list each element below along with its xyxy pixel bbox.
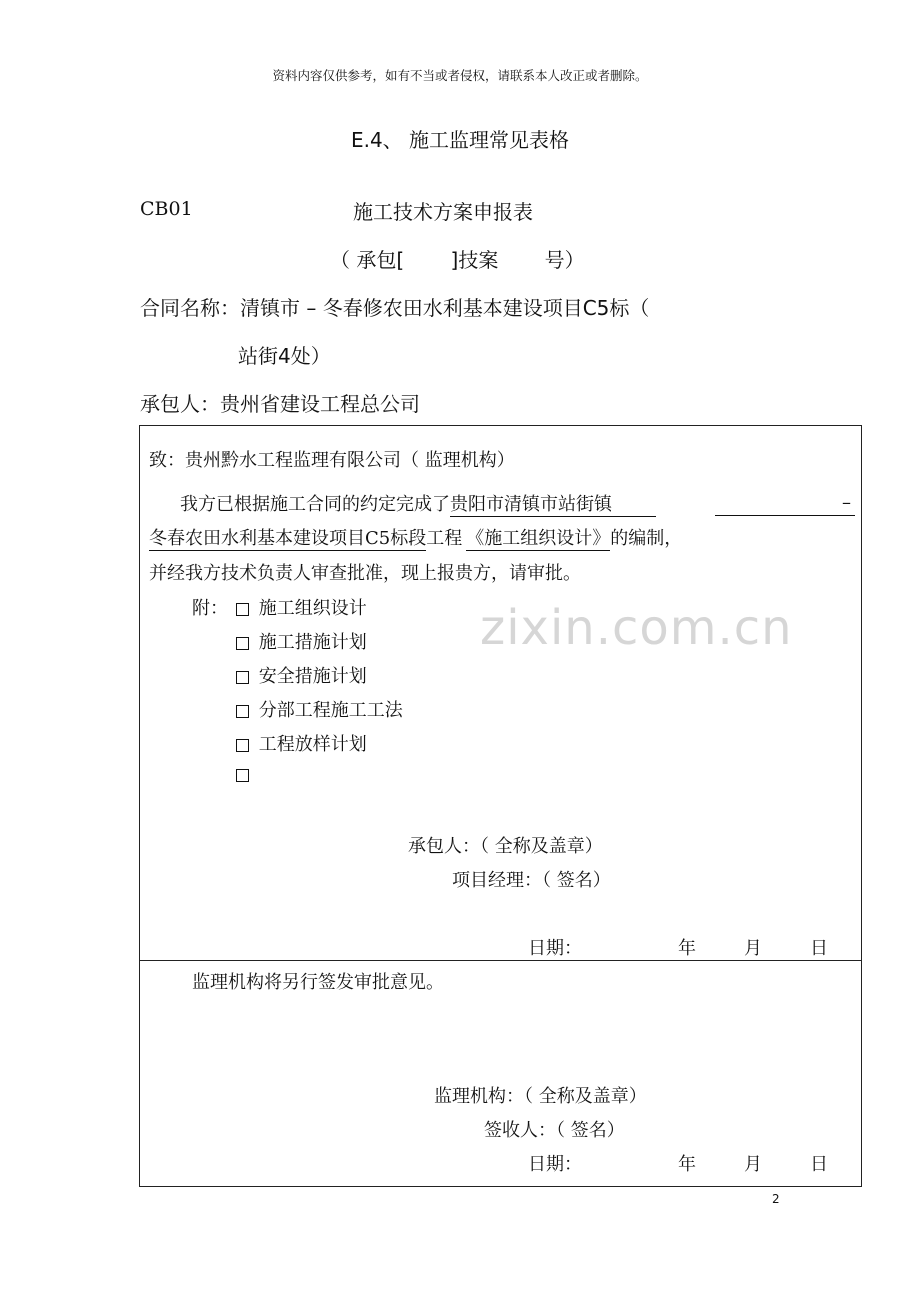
body-line1 bbox=[180, 490, 656, 517]
date-month: 月 bbox=[744, 938, 762, 959]
body-doc: 《施工组织设计》 bbox=[466, 528, 611, 549]
header-notice: 资料内容仅供参考，如有不当或者侵权，请联系本人改正或者删除。 bbox=[272, 68, 648, 83]
attachment-checkbox[interactable] bbox=[236, 637, 249, 650]
contract-name-line1: 合同名称：清镇市 – 冬春修农田水利基本建设项目C5标（ bbox=[140, 296, 650, 320]
attachment-item: 施工措施计划 bbox=[236, 628, 367, 654]
contractor-sign: 承包人：（ 全称及盖章） bbox=[408, 836, 603, 857]
page-number: 2 bbox=[772, 1192, 780, 1206]
attachment-item: 施工组织设计 bbox=[236, 594, 367, 620]
supervisor-note: 监理机构将另行签发审批意见。 bbox=[192, 972, 444, 993]
body-mid: 工程 bbox=[426, 528, 463, 549]
attachment-item bbox=[236, 764, 253, 785]
form-title: 施工技术方案申报表 bbox=[353, 200, 533, 224]
body-line2 bbox=[149, 524, 682, 551]
manager-sign: 项目经理：（ 签名） bbox=[452, 870, 611, 891]
attachment-item: 工程放样计划 bbox=[236, 730, 367, 756]
body-pre: 我方已根据施工合同的约定完成了 bbox=[180, 494, 450, 515]
attachment-checkbox[interactable] bbox=[236, 671, 249, 684]
date-month: 月 bbox=[744, 1154, 762, 1175]
form-box bbox=[139, 425, 862, 1187]
body-project-part2: 冬春农田水利基本建设项目C5标段 bbox=[149, 528, 427, 549]
date-day: 日 bbox=[810, 938, 828, 959]
attach-label: 附： bbox=[192, 598, 228, 619]
attachment-checkbox[interactable] bbox=[236, 705, 249, 718]
to-line: 致：贵州黔水工程监理有限公司（ 监理机构） bbox=[149, 450, 515, 471]
date-label: 日期： bbox=[528, 1154, 582, 1175]
date-day: 日 bbox=[810, 1154, 828, 1175]
date-year: 年 bbox=[678, 938, 696, 959]
date-label: 日期： bbox=[528, 938, 582, 959]
attachment-item: 分部工程施工工法 bbox=[236, 696, 403, 722]
date-year: 年 bbox=[678, 1154, 696, 1175]
body-post: 的编制， bbox=[610, 528, 683, 549]
supervisor-sign: 监理机构：（ 全称及盖章） bbox=[434, 1086, 647, 1107]
attachment-checkbox[interactable] bbox=[236, 603, 249, 616]
form-number-line: （ 承包[ ]技案 号） bbox=[330, 248, 585, 272]
watermark: zixin.com.cn bbox=[480, 600, 793, 656]
form-divider bbox=[140, 960, 861, 961]
contract-name-line2: 站街4处） bbox=[238, 344, 331, 368]
receiver-sign: 签收人：（ 签名） bbox=[484, 1120, 625, 1141]
body-line3: 并经我方技术负责人审查批准，现上报贵方，请审批。 bbox=[149, 563, 581, 584]
section-title: E.4、 施工监理常见表格 bbox=[350, 128, 570, 152]
attachment-item: 安全措施计划 bbox=[236, 662, 367, 688]
form-code: CB01 bbox=[140, 198, 193, 220]
body-project-part1: 贵阳市清镇市站街镇 bbox=[450, 495, 656, 517]
contractor-line: 承包人：贵州省建设工程总公司 bbox=[140, 392, 420, 416]
attachment-checkbox[interactable] bbox=[236, 769, 249, 782]
body-dash: – bbox=[842, 492, 851, 513]
body-underline-extension bbox=[715, 515, 855, 516]
attachment-checkbox[interactable] bbox=[236, 739, 249, 752]
